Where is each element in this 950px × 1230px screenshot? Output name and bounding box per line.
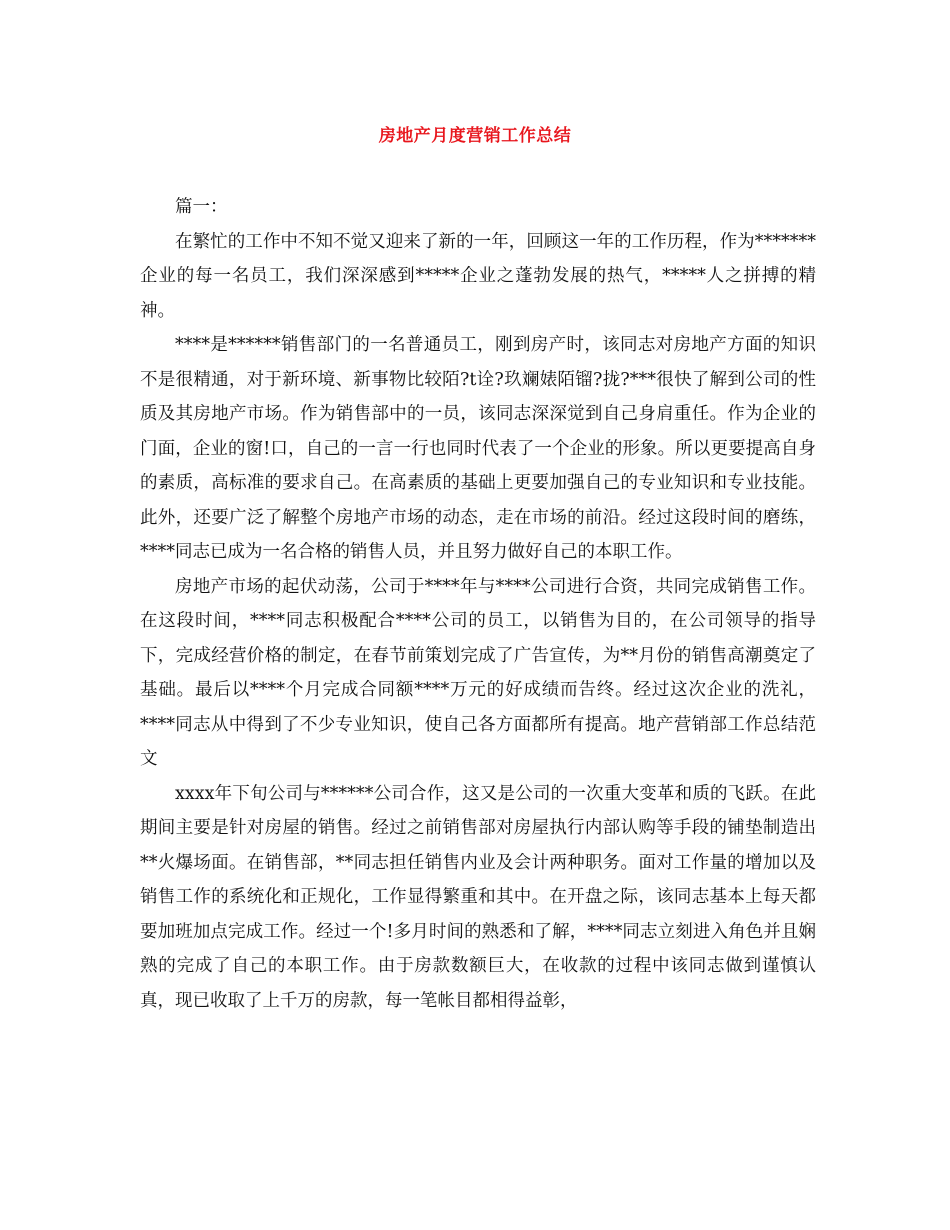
document-title: 房地产月度营销工作总结 xyxy=(378,126,572,146)
paragraph-3: 房地产市场的起伏动荡，公司于****年与****公司进行合资，共同完成销售工作。在这段时间，****同志积极配合****公司的员工，以销售为目的，在公司领导的指导下，完成经营价格的制定，在春节前策划完成了广告宣传，为**月份的销售高潮奠定了基础。最后以****个月完成合同额****万元的好成绩而告终。经过这次企业的洗礼，****同志从中得到了不少专业知识，使自己各方面都所有提高。地产营销部工作总结范文 xyxy=(140,576,816,769)
paragraph-4: xxxx年下旬公司与******公司合作，这又是公司的一次重大变革和质的飞跃。在此期间主要是针对房屋的销售。经过之前销售部对房屋执行内部认购等手段的铺垫制造出**火爆场面。在销售部，**同志担任销售内业及会计两种职务。面对工作量的增加以及销售工作的系统化和正规化，工作显得繁重和其中。在开盘之际，该同志基本上每天都要加班加点完成工作。经过一个!多月时间的熟悉和了解，****同志立刻进入角色并且娴熟的完成了自己的本职工作。由于房款数额巨大，在收款的过程中该同志做到谨慎认真，现已收取了上千万的房款，每一笔帐目都相得益彰， xyxy=(140,783,816,1011)
paragraph-1: 在繁忙的工作中不知不觉又迎来了新的一年，回顾这一年的工作历程，作为*******企业的每一名员工，我们深深感到*****企业之蓬勃发展的热气，*****人之拼搏的精神。 xyxy=(140,231,816,321)
document-body xyxy=(140,190,816,1018)
section-label: 篇一： xyxy=(175,197,228,217)
paragraph-2: ****是******销售部门的一名普通员工，刚到房产时，该同志对房地产方面的知识不是很精通，对于新环境、新事物比较陌?t诠?玖斓婊陌镏?拢?***很快了解到公司的性质及其房地产市场。作为销售部中的一员，该同志深深觉到自己身肩重任。作为企业的门面，企业的窗!口，自己的一言一行也同时代表了一个企业的形象。所以更要提高自身的素质，高标准的要求自己。在高素质的基础上更要加强自己的专业知识和专业技能。此外，还要广泛了解整个房地产市场的动态，走在市场的前沿。经过这段时间的磨练，****同志已成为一名合格的销售人员，并且努力做好自己的本职工作。 xyxy=(140,335,816,562)
